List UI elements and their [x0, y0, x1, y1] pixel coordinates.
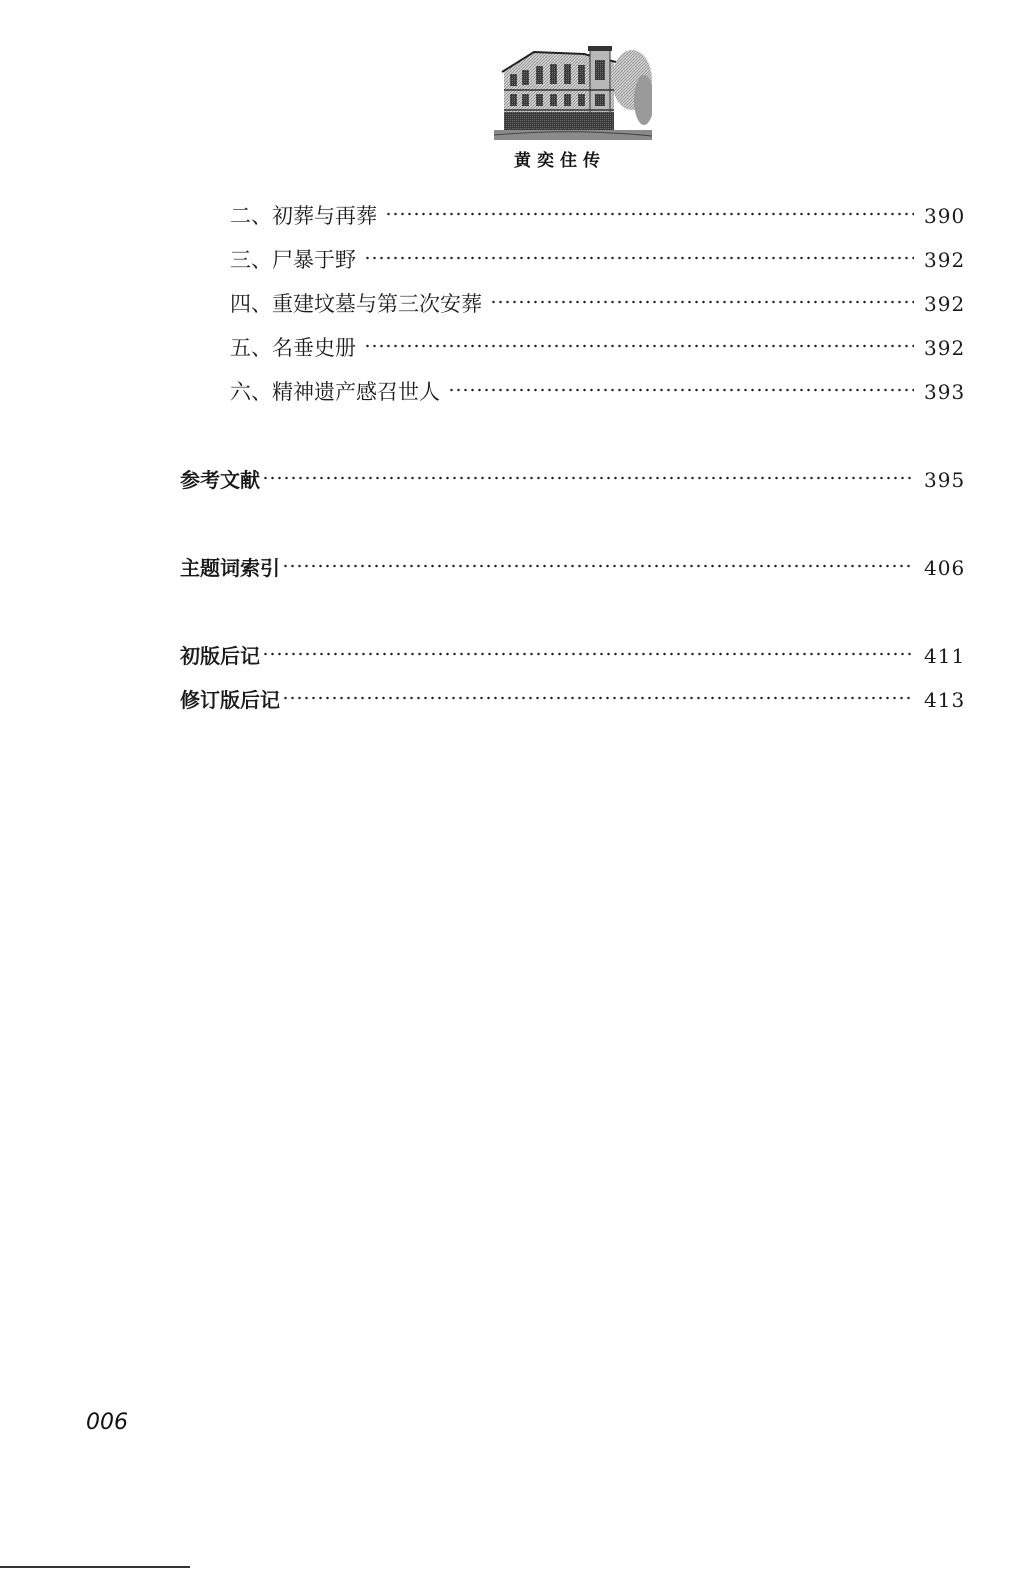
toc-leader-dots: [282, 562, 914, 570]
bottom-rule: [0, 1566, 190, 1568]
toc-leader-dots: [364, 254, 914, 262]
toc-entry-label: 主题词索引: [180, 556, 280, 580]
toc-entry[interactable]: [230, 376, 966, 406]
toc-entry-label: 四、重建坟墓与第三次安葬: [230, 292, 482, 316]
toc-entry-page: 413: [924, 688, 966, 712]
toc-leader-dots: [364, 342, 914, 350]
toc-entry-subject-index[interactable]: [180, 552, 966, 582]
toc-entry-page: 392: [924, 292, 966, 316]
toc-entry-page: 406: [924, 556, 966, 580]
toc-entry-label: 六、精神遗产感召世人: [230, 380, 440, 404]
toc-entry[interactable]: [230, 288, 966, 318]
toc-entry[interactable]: [230, 332, 966, 362]
running-header-title: 黄奕住传: [514, 151, 606, 171]
toc-leader-dots: [262, 474, 914, 482]
toc-entry-references[interactable]: [180, 464, 966, 494]
toc-entry-page: 390: [924, 204, 966, 228]
toc-entry-page: 392: [924, 248, 966, 272]
toc-entry-page: 395: [924, 468, 966, 492]
toc-leader-dots: [385, 210, 914, 218]
toc-entry-page: 392: [924, 336, 966, 360]
toc-entry-page: 393: [924, 380, 966, 404]
toc-entry-first-edition-afterword[interactable]: [180, 640, 966, 670]
toc-entry-label: 参考文献: [180, 468, 260, 492]
toc-entry-label: 修订版后记: [180, 688, 280, 712]
toc-entry-label: 五、名垂史册: [230, 336, 356, 360]
header-building-illustration: [494, 40, 652, 140]
page-number: 006: [86, 1410, 128, 1435]
toc-entry-label: 二、初葬与再葬: [230, 204, 377, 228]
toc-leader-dots: [490, 298, 914, 306]
toc-entry-label: 初版后记: [180, 644, 260, 668]
toc-leader-dots: [262, 650, 914, 658]
toc-entry[interactable]: [230, 200, 966, 230]
toc-entry-page: 411: [924, 644, 966, 668]
toc-leader-dots: [282, 694, 914, 702]
toc-leader-dots: [448, 386, 914, 394]
toc-entry-label: 三、尸暴于野: [230, 248, 356, 272]
toc-entry[interactable]: [230, 244, 966, 274]
toc-entry-revised-edition-afterword[interactable]: [180, 684, 966, 714]
